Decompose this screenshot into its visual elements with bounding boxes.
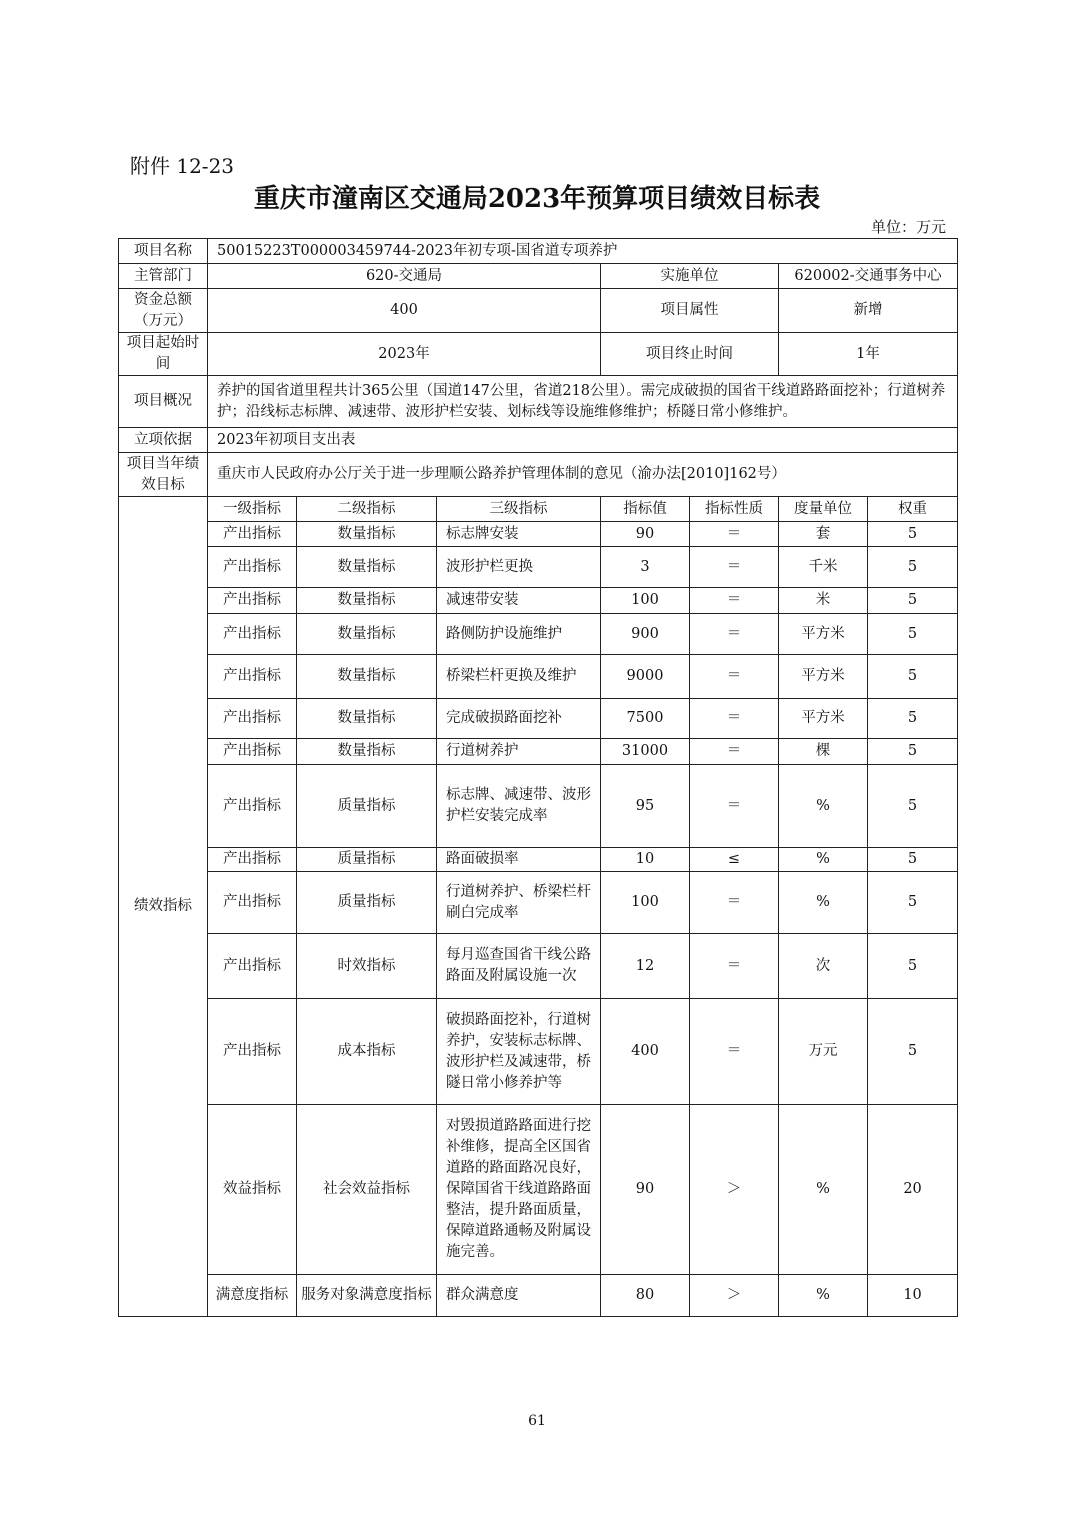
basis: 2023年初项目支出表 [208,428,958,453]
cell-weight: 5 [868,522,958,547]
cell-level2: 质量指标 [297,765,437,848]
cell-nature: ＞ [690,1105,779,1275]
unit-label: 单位：万元 [870,218,946,236]
cell-level2: 数量指标 [297,547,437,588]
cell-level1: 产出指标 [208,699,297,739]
cell-value: 31000 [601,739,690,765]
header-weight: 权重 [868,497,958,522]
cell-level1: 满意度指标 [208,1275,297,1317]
cell-level2: 数量指标 [297,699,437,739]
table-row [119,999,958,1105]
cell-value: 7500 [601,699,690,739]
cell-level1: 产出指标 [208,739,297,765]
cell-unit: % [779,765,868,848]
cell-level1: 产出指标 [208,547,297,588]
cell-level2: 数量指标 [297,739,437,765]
cell-level1: 产出指标 [208,522,297,547]
table-row [119,739,958,765]
project-name: 50015223T000003459744-2023年初专项-国省道专项养护 [208,239,958,264]
attachment-label: 附件 12-23 [130,154,235,178]
cell-weight: 5 [868,872,958,934]
cell-nature: ≤ [690,848,779,872]
cell-nature: ＝ [690,699,779,739]
cell-level1: 产出指标 [208,614,297,655]
cell-unit: 平方米 [779,614,868,655]
cell-level1: 产出指标 [208,999,297,1105]
cell-level3: 每月巡查国省干线公路路面及附属设施一次 [437,934,601,999]
table-row [119,614,958,655]
label: 主管部门 [119,264,208,289]
table-row [119,872,958,934]
cell-level3: 行道树养护 [437,739,601,765]
table-row [119,1105,958,1275]
cell-unit: 棵 [779,739,868,765]
cell-level1: 效益指标 [208,1105,297,1275]
cell-level2: 数量指标 [297,522,437,547]
cell-level3: 群众满意度 [437,1275,601,1317]
cell-weight: 5 [868,614,958,655]
cell-weight: 5 [868,934,958,999]
cell-unit: % [779,1105,868,1275]
performance-table [118,238,958,1317]
table-row [119,934,958,999]
cell-nature: ＝ [690,614,779,655]
label: 项目终止时间 [601,333,779,376]
cell-nature: ＝ [690,588,779,614]
header-unit: 度量单位 [779,497,868,522]
cell-level3: 路面破损率 [437,848,601,872]
page-number: 61 [528,1413,546,1429]
cell-nature: ＝ [690,522,779,547]
goal: 重庆市人民政府办公厅关于进一步理顺公路养护管理体制的意见（渝办法[2010]162号） [208,453,958,497]
cell-unit: 平方米 [779,699,868,739]
label: 项目起始时间 [119,333,208,376]
cell-level1: 产出指标 [208,872,297,934]
table-row [119,588,958,614]
cell-unit: % [779,848,868,872]
cell-weight: 5 [868,588,958,614]
label: 项目当年绩效目标 [119,453,208,497]
cell-level1: 产出指标 [208,765,297,848]
table-row [119,655,958,699]
cell-weight: 5 [868,739,958,765]
cell-level2: 数量指标 [297,588,437,614]
header-row [119,497,958,522]
cell-unit: 千米 [779,547,868,588]
table-row [119,522,958,547]
cell-level2: 质量指标 [297,872,437,934]
cell-nature: ＝ [690,655,779,699]
attr: 新增 [779,289,958,333]
cell-level3: 标志牌安装 [437,522,601,547]
cell-level2: 数量指标 [297,614,437,655]
cell-level2: 质量指标 [297,848,437,872]
cell-level1: 产出指标 [208,848,297,872]
cell-nature: ＝ [690,739,779,765]
header-level2: 二级指标 [297,497,437,522]
header-value: 指标值 [601,497,690,522]
cell-weight: 5 [868,765,958,848]
cell-nature: ＝ [690,765,779,848]
cell-unit: 万元 [779,999,868,1105]
cell-unit: 套 [779,522,868,547]
label: 立项依据 [119,428,208,453]
cell-weight: 10 [868,1275,958,1317]
label: 项目属性 [601,289,779,333]
cell-level3: 破损路面挖补，行道树养护，安装标志标牌、波形护栏及减速带，桥隧日常小修养护等 [437,999,601,1105]
header-nature: 指标性质 [690,497,779,522]
cell-nature: ＝ [690,999,779,1105]
cell-weight: 5 [868,547,958,588]
cell-value: 100 [601,588,690,614]
cell-level1: 产出指标 [208,588,297,614]
cell-value: 90 [601,1105,690,1275]
cell-level2: 成本指标 [297,999,437,1105]
cell-value: 80 [601,1275,690,1317]
end: 1年 [779,333,958,376]
cell-level3: 行道树养护、桥梁栏杆刷白完成率 [437,872,601,934]
overview: 养护的国省道里程共计365公里（国道147公里，省道218公里）。需完成破损的国省干线道路路面挖补；行道树养护；沿线标志标牌、减速带、波形护栏安装、划标线等设施维修维护；桥隧日常小修维护。 [208,376,958,428]
table-row [119,1275,958,1317]
cell-value: 9000 [601,655,690,699]
label: 实施单位 [601,264,779,289]
table-row [119,848,958,872]
cell-level2: 数量指标 [297,655,437,699]
cell-nature: ＝ [690,934,779,999]
cell-level3: 桥梁栏杆更换及维护 [437,655,601,699]
cell-weight: 5 [868,999,958,1105]
table-row [119,699,958,739]
cell-nature: ＝ [690,547,779,588]
cell-level3: 对毁损道路路面进行挖补维修，提高全区国省道路的路面路况良好，保障国省干线道路路面整洁，提升路面质量，保障道路通畅及附属设施完善。 [437,1105,601,1275]
cell-level1: 产出指标 [208,655,297,699]
label: 项目概况 [119,376,208,428]
cell-value: 12 [601,934,690,999]
cell-level3: 路侧防护设施维护 [437,614,601,655]
cell-level1: 产出指标 [208,934,297,999]
cell-value: 400 [601,999,690,1105]
cell-value: 10 [601,848,690,872]
cell-nature: ＝ [690,872,779,934]
cell-level2: 社会效益指标 [297,1105,437,1275]
cell-level3: 波形护栏更换 [437,547,601,588]
cell-weight: 20 [868,1105,958,1275]
cell-level3: 标志牌、减速带、波形护栏安装完成率 [437,765,601,848]
cell-value: 3 [601,547,690,588]
impl-unit: 620002-交通事务中心 [779,264,958,289]
cell-unit: 次 [779,934,868,999]
table-row [119,765,958,848]
cell-unit: 平方米 [779,655,868,699]
header-level3: 三级指标 [437,497,601,522]
section-label: 绩效指标 [119,497,208,1317]
page-title: 重庆市潼南区交通局2023年预算项目绩效目标表 [253,184,821,214]
funds: 400 [208,289,601,333]
cell-value: 95 [601,765,690,848]
cell-level3: 完成破损路面挖补 [437,699,601,739]
table-row [119,547,958,588]
cell-unit: 米 [779,588,868,614]
cell-weight: 5 [868,655,958,699]
dept: 620-交通局 [208,264,601,289]
header-level1: 一级指标 [208,497,297,522]
cell-value: 900 [601,614,690,655]
cell-nature: ＞ [690,1275,779,1317]
cell-level2: 服务对象满意度指标 [297,1275,437,1317]
cell-level3: 减速带安装 [437,588,601,614]
label: 项目名称 [119,239,208,264]
cell-level2: 时效指标 [297,934,437,999]
start: 2023年 [208,333,601,376]
cell-unit: % [779,1275,868,1317]
label: 资金总额（万元） [119,289,208,333]
cell-weight: 5 [868,699,958,739]
cell-value: 100 [601,872,690,934]
cell-unit: % [779,872,868,934]
cell-weight: 5 [868,848,958,872]
cell-value: 90 [601,522,690,547]
